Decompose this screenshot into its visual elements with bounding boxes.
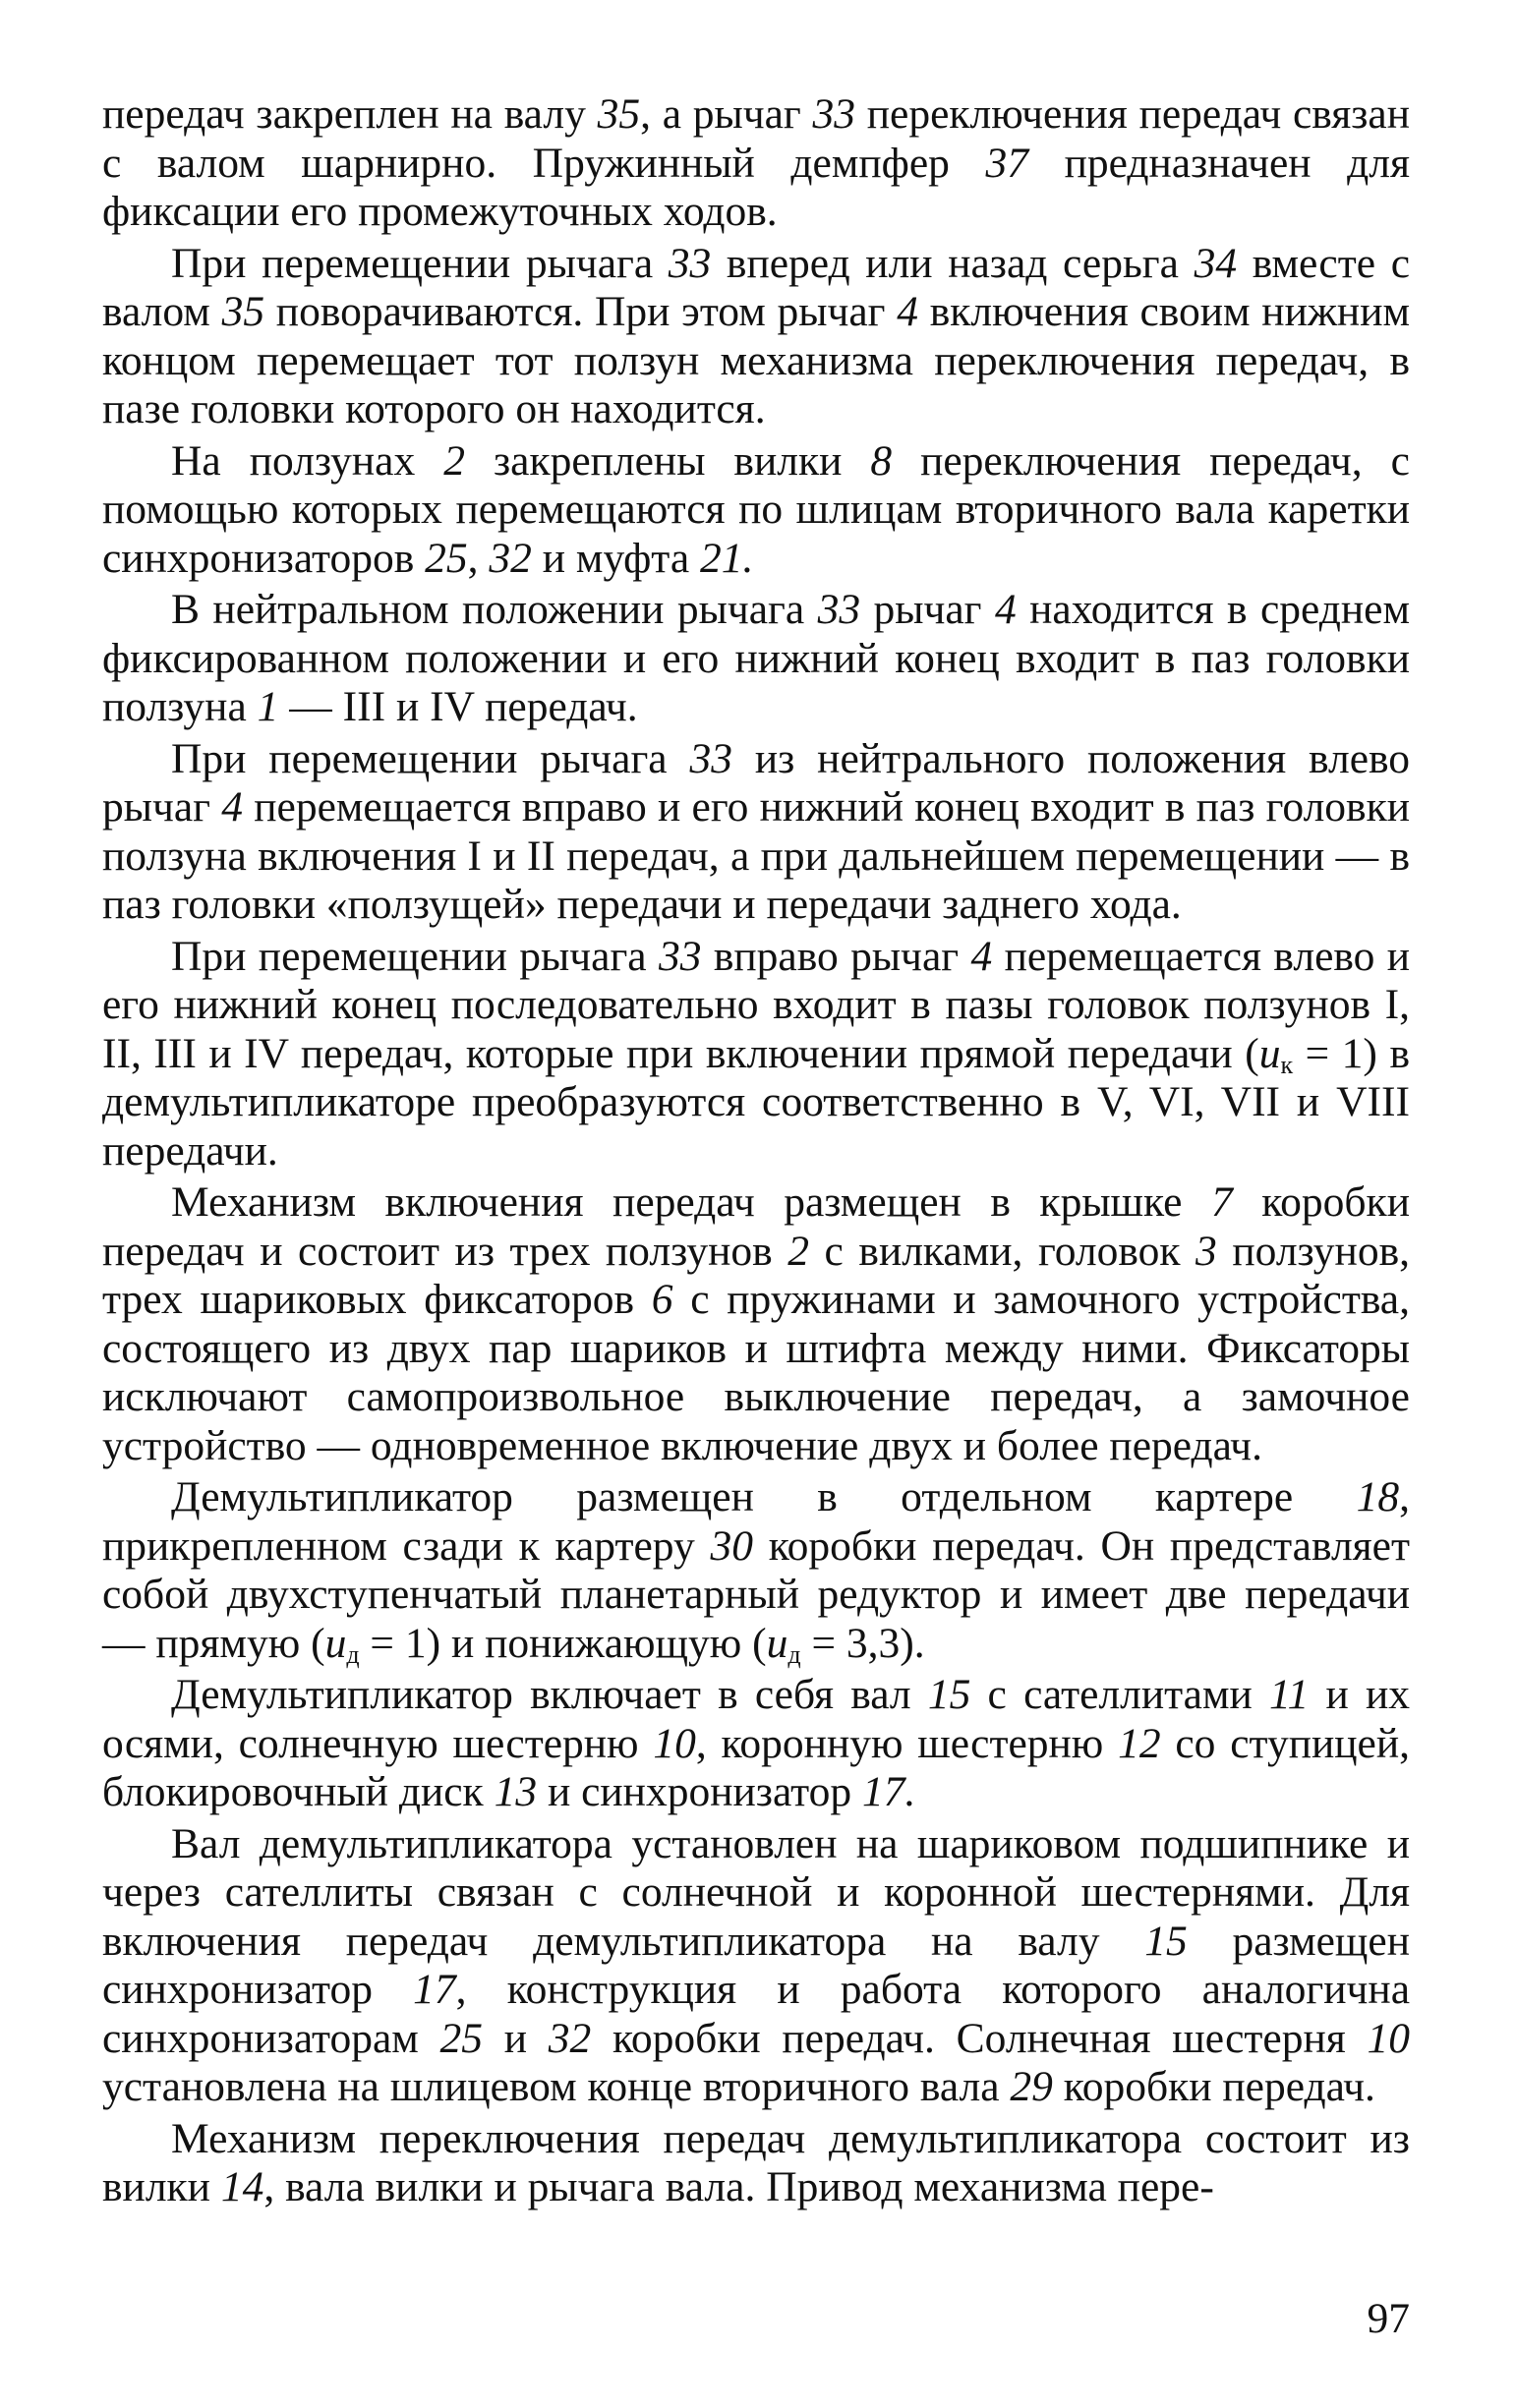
reference-numeral: 33: [817, 586, 861, 633]
reference-numeral: 25: [425, 534, 468, 582]
reference-numeral: 14: [220, 2163, 264, 2210]
reference-numeral: 6: [651, 1276, 673, 1323]
reference-numeral: 2: [443, 436, 465, 485]
reference-numeral: 4: [970, 932, 993, 980]
reference-numeral: 3: [1195, 1227, 1217, 1275]
reference-numeral: 33: [689, 734, 732, 782]
reference-numeral: 4: [994, 586, 1017, 633]
reference-numeral: 12: [1118, 1719, 1161, 1767]
reference-numeral: 32: [548, 2014, 592, 2062]
subscript: к: [1280, 1050, 1294, 1079]
reference-numeral: 25: [439, 2014, 484, 2062]
reference-numeral: 10: [1367, 2014, 1410, 2062]
reference-numeral: 33: [668, 239, 712, 287]
reference-numeral: 1: [257, 683, 279, 730]
reference-numeral: u: [324, 1619, 347, 1667]
reference-numeral: 29: [1010, 2063, 1053, 2110]
reference-numeral: 2: [787, 1227, 809, 1275]
paragraph: Демультипликатор включает в себя вал 15 с сателлитами 11 и их осями, солнечную шестерню 10, коронную шестерню 12 со ступицей, блокировочный диск 13 и синхронизатор 17.: [102, 1671, 1411, 1815]
paragraph: Вал демультипликатора установлен на шариковом подшипнике и через сателлиты связан с солнечной и коронной шестернями. Для включения передач демультипликатора на валу 15 размещен синхронизатор 17, конструкция и работа которого аналогична синхронизаторам 25 и 32 коробки передач. Солнечная шестерня 10 установлена на шлицевом конце вторичного вала 29 коробки передач.: [102, 1819, 1410, 2110]
page-number: 97: [1367, 2295, 1410, 2342]
reference-numeral: 21.: [700, 534, 754, 582]
page-text: [102, 90, 1410, 2215]
reference-numeral: 4: [897, 288, 918, 335]
reference-numeral: 4: [221, 783, 243, 831]
reference-numeral: 11: [1268, 1671, 1310, 1718]
reference-numeral: u: [766, 1619, 788, 1667]
paragraph: При перемещении рычага 33 из нейтрального положения влево рычаг 4 перемещается вправо и его нижний конец входит в паз головки ползуна включения I и II передач, а при дальнейшем перемещении — в паз головки «ползущей» передачи и передачи заднего хода.: [102, 734, 1411, 928]
reference-numeral: u: [1258, 1029, 1281, 1077]
reference-numeral: 15: [1144, 1917, 1188, 1965]
reference-numeral: 37: [985, 139, 1028, 187]
paragraph: Механизм переключения передач демультипликатора состоит из вилки 14, вала вилки и рычага вала. Привод механизма пере-: [102, 2114, 1410, 2210]
paragraph: На ползунах 2 закреплены вилки 8 переключения передач, с помощью которых перемещаются по шлицам вторичного вала каретки синхронизаторов 25, 32 и муфта 21.: [102, 436, 1410, 582]
reference-numeral: 15: [927, 1671, 971, 1718]
reference-numeral: 13: [494, 1768, 538, 1815]
reference-numeral: 30: [710, 1521, 753, 1570]
paragraph: Демультипликатор размещен в отдельном картере 18, прикрепленном сзади к картеру 30 коробки передач. Он представляет собой двухступенчатый планетарный редуктор и имеет две передачи — прямую $(u_д = 1)$ и понижающую $(u_д = 3,3)$.: [102, 1473, 1410, 1669]
reference-numeral: 32: [489, 534, 532, 582]
reference-numeral: 35: [597, 90, 641, 138]
paragraph: При перемещении рычага 33 вперед или назад серьга 34 вместе с валом 35 поворачиваются. При этом рычаг 4 включения своим нижним концом перемещает тот ползун механизма переключения передач, в пазе головки которого он находится.: [102, 239, 1411, 432]
subscript: д: [787, 1639, 801, 1669]
subscript: д: [346, 1639, 360, 1669]
paragraph: передач закреплен на валу 35, а рычаг 33 переключения передач связан с валом шарнирно. Пружинный демпфер 37 предназначен для фиксации его промежуточных ходов.: [102, 90, 1411, 235]
reference-numeral: 8: [870, 436, 893, 485]
paragraph: При перемещении рычага 33 вправо рычаг 4 перемещается влево и его нижний конец последовательно входит в пазы головок ползунов I, II, III и IV передач, которые при включении прямой передачи $(u_к = 1)$ в демультипликаторе преобразуются соответственно в V, VI, VII и VIII передачи.: [102, 932, 1411, 1175]
reference-numeral: 18: [1356, 1473, 1400, 1520]
reference-numeral: 35: [221, 288, 265, 335]
reference-numeral: 33: [658, 932, 702, 980]
reference-numeral: 10: [653, 1719, 696, 1767]
reference-numeral: 33: [812, 90, 855, 138]
reference-numeral: 17: [413, 1966, 456, 2013]
reference-numeral: 17.: [861, 1768, 916, 1815]
paragraph: В нейтральном положении рычага 33 рычаг 4 находится в среднем фиксированном положении и его нижний конец входит в паз головки ползуна 1 — III и IV передач.: [102, 586, 1410, 730]
reference-numeral: 34: [1194, 239, 1238, 287]
paragraph: Механизм включения передач размещен в крышке 7 коробки передач и состоит из трех ползунов 2 с вилками, головок 3 ползунов, трех шариковых фиксаторов 6 с пружинами и замочного устройства, состоящего из двух пар шариков и штифта между ними. Фиксаторы исключают самопроизвольное выключение передач, а замочное устройство — одновременное включение двух и более передач.: [102, 1178, 1410, 1469]
reference-numeral: 7: [1210, 1178, 1233, 1226]
